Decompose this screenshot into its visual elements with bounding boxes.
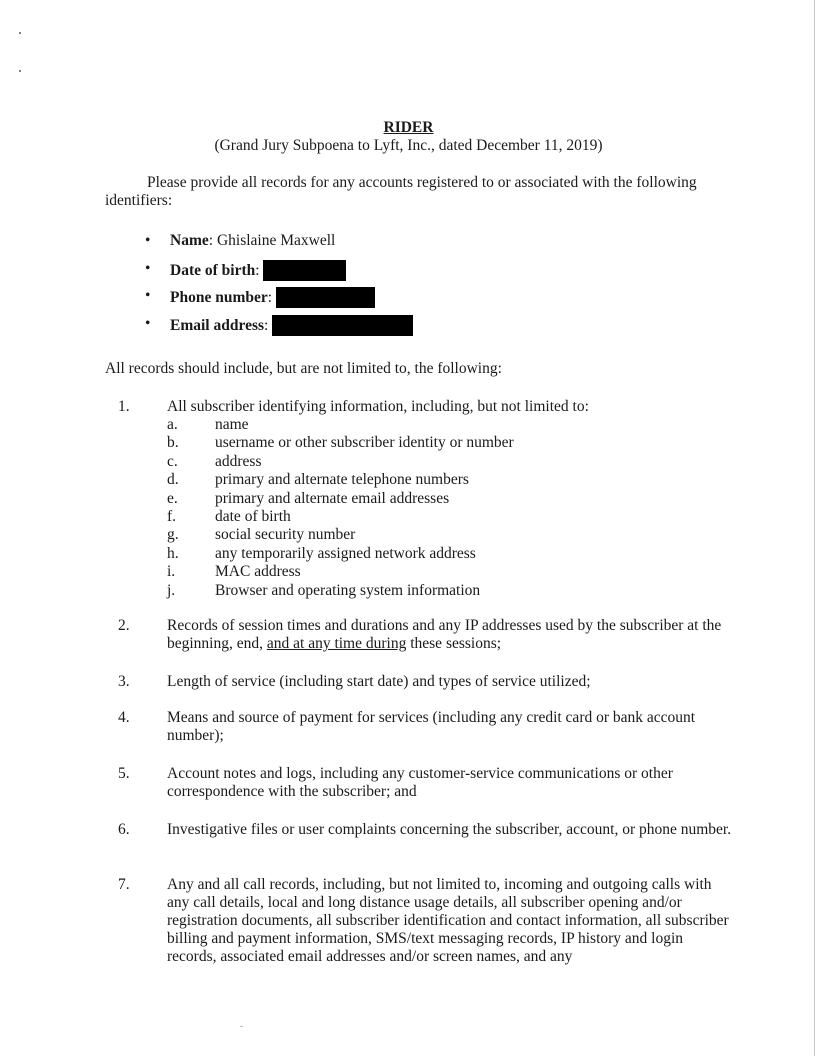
subitem-letter: d. xyxy=(167,471,179,489)
subitem-text: social security number xyxy=(215,526,356,544)
item-number: 3. xyxy=(118,673,130,690)
item-number: 5. xyxy=(118,765,130,782)
identifier-phone-number: • Phone number: xyxy=(145,287,413,315)
subitem-letter: h. xyxy=(167,544,179,562)
subitem-letter: f. xyxy=(167,507,177,525)
scan-speck xyxy=(19,70,21,72)
item-text: Investigative files or user complaints concerning the subscriber, account, or phone number. xyxy=(167,821,732,838)
redaction-box xyxy=(276,287,375,308)
item-text: Means and source of payment for services (including any credit card or bank account number); xyxy=(167,709,696,744)
scan-speck xyxy=(240,1026,243,1027)
item-text-end: these sessions; xyxy=(406,635,502,652)
item-number: 7. xyxy=(118,876,130,893)
item-text xyxy=(167,617,733,653)
subitem xyxy=(167,471,733,489)
subitem-text: primary and alternate email addresses xyxy=(215,489,450,507)
item-number: 6. xyxy=(118,821,130,838)
subitem xyxy=(167,563,733,581)
identifier-label: Email address xyxy=(170,316,265,334)
subitem xyxy=(167,545,733,563)
subitem-letter: i. xyxy=(167,563,176,581)
item-text-start: Records of session times and durations and any IP addresses used by the subscriber at the beginning, end, xyxy=(167,617,722,652)
identifier-label: Phone number xyxy=(170,289,268,306)
subitem-letter: g. xyxy=(167,526,179,544)
item-number: 4. xyxy=(118,709,130,726)
subitem-text: date of birth xyxy=(215,507,291,525)
subitem-text: username or other subscriber identity or number xyxy=(215,434,514,452)
subitem-text: primary and alternate telephone numbers xyxy=(215,471,469,489)
identifier-email-address: • Email address: xyxy=(145,315,413,343)
bullet-icon: • xyxy=(145,314,151,332)
item-text: Account notes and logs, including any customer-service communications or other correspondence with the subscriber; and xyxy=(167,765,673,800)
redaction-box xyxy=(263,260,346,281)
item-number: 1. xyxy=(118,398,130,415)
subitem-letter: c. xyxy=(167,452,178,470)
subitem xyxy=(167,434,733,452)
redaction-box xyxy=(272,315,413,336)
document-title: RIDER xyxy=(383,119,434,136)
identifier-name: • Name: Ghislaine Maxwell xyxy=(145,232,336,249)
subitem-letter: j. xyxy=(167,581,176,599)
subitem-text: address xyxy=(215,452,262,470)
item-text: All subscriber identifying information, including, but not limited to: xyxy=(167,398,589,415)
identifier-label: Name xyxy=(170,232,209,249)
bullet-icon: • xyxy=(145,232,151,249)
subitem xyxy=(167,453,733,471)
subitem xyxy=(167,490,733,508)
subitem xyxy=(167,582,733,600)
subitem-list xyxy=(167,416,733,600)
document-subtitle: (Grand Jury Subpoena to Lyft, Inc., dated December 11, 2019) xyxy=(214,137,603,154)
subitem-text: any temporarily assigned network address xyxy=(215,544,476,562)
identifier-label: Date of birth xyxy=(170,261,256,279)
subitem xyxy=(167,416,733,434)
subitem-text: Browser and operating system information xyxy=(215,581,481,599)
subitem-text: name xyxy=(215,416,249,433)
item-number: 2. xyxy=(118,617,130,634)
subitem-letter: a. xyxy=(167,416,178,433)
bullet-icon: • xyxy=(145,287,151,304)
identifier-date-of-birth: • Date of birth: xyxy=(145,260,413,288)
item-text: Length of service (including start date) and types of service utilized; xyxy=(167,673,591,690)
records-intro: All records should include, but are not limited to, the following: xyxy=(105,360,502,377)
item-text: Any and all call records, including, but not limited to, incoming and outgoing calls with any call details, local and long distance usage details, all subscriber opening and/or registration documents, all subscriber identification and contact information, all subscriber billing and payment information, SMS/text messaging records, IP history and login records, associated email addresses and/or screen names, and any xyxy=(167,876,729,965)
identifier-list xyxy=(145,232,413,342)
subitem xyxy=(167,526,733,544)
bullet-icon: • xyxy=(145,259,151,277)
subitem-text: MAC address xyxy=(215,563,301,581)
subitem-letter: e. xyxy=(167,489,178,507)
identifier-value: Ghislaine Maxwell xyxy=(216,232,336,249)
underlined-phrase: and at any time during xyxy=(266,635,407,652)
subitem xyxy=(167,508,733,526)
subitem-letter: b. xyxy=(167,434,179,452)
scan-speck xyxy=(19,32,21,34)
page-edge xyxy=(814,0,815,1056)
intro-paragraph: Please provide all records for any accounts registered to or associated with the following identifiers: xyxy=(105,174,697,209)
